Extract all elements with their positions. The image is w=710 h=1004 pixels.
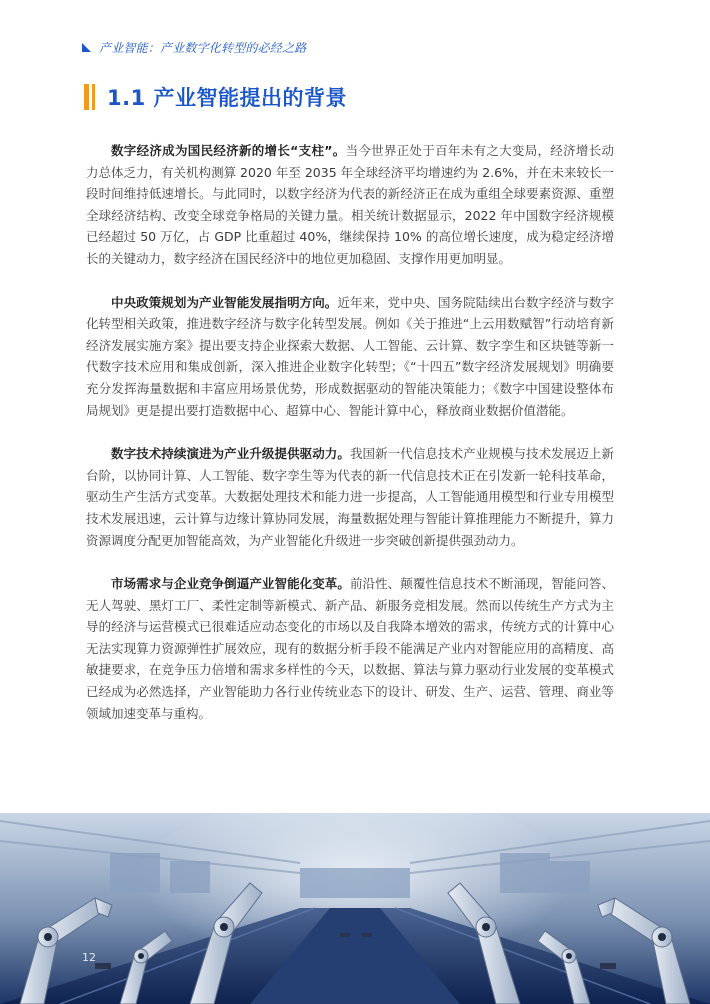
paragraph-lead: 中央政策规划为产业智能发展指明方向。 — [111, 294, 338, 310]
paragraph-lead: 数字经济成为国民经济新的增长“支柱”。 — [111, 143, 346, 158]
paragraph-market — [86, 573, 614, 724]
paragraph-body: 我国新一代信息技术产业规模与技术发展迈上新台阶，以协同计算、人工智能、数字孪生等为代表的新一代信息技术正在引发新一轮科技革命，驱动生产生活方式变革。大数据处理技术和能力进一步提高，人工智能通用模型和行业专用模型技术发展迅速，云计算与边缘计算协同发展，海量数据处理与智能计算推理能力不断提升，算力资源调度分配更加智能高效，为产业智能化升级进一步突破创新提供强劲动力。 — [86, 446, 614, 548]
running-header — [82, 37, 306, 57]
paragraph-lead: 市场需求与企业竞争倒逼产业智能化变革。 — [111, 576, 350, 592]
paragraph-body: 当今世界正处于百年未有之大变局，经济增长动力总体乏力，有关机构测算 2020 年至 2035 年全球经济平均增速约为 2.6%，并在未来较长一段时间维持低速增长。与此同时，以数字经济为代表的新经济正在成为重组全球要素资源、重塑全球经济结构、改变全球竞争格局的关键力量。相关统计数据显示，2022 年中国数字经济规模已经超过 50 万亿，占 GDP 比重超过 40%，继续保持 10% 的高位增长速度，成为稳定经济增长的关键动力，数字经济在国民经济中的地位更加稳固、支撑作用更加明显。 — [86, 143, 614, 266]
paragraph-digital-economy — [86, 140, 614, 270]
triangle-marker-icon — [82, 43, 91, 52]
section-heading — [84, 82, 347, 112]
orange-bars-icon — [84, 84, 95, 110]
section-title: 1.1 产业智能提出的背景 — [107, 86, 348, 110]
body-text — [86, 140, 614, 746]
page-number: 12 — [82, 951, 96, 964]
paragraph-body: 近年来，党中央、国务院陆续出台数字经济与数字化转型相关政策，推进数字经济与数字化转型发展。例如《关于推进“上云用数赋智”行动培育新经济发展实施方案》提出要支持企业探索大数据、人工智能、云计算、数字孪生和区块链等新一代数字技术应用和集成创新，深入推进企业数字化转型；《“十四五”数字经济发展规划》明确要充分发挥海量数据和丰富应用场景优势，形成数据驱动的智能决策能力；《数字中国建设整体布局规划》更是提出要打造数据中心、超算中心、智能计算中心，释放商业数据价值潜能。 — [86, 294, 614, 418]
paragraph-policy — [86, 292, 614, 422]
factory-robots-image — [0, 813, 710, 1004]
paragraph-technology — [86, 443, 614, 551]
paragraph-body: 前沿性、颠覆性信息技术不断涌现，智能问答、无人驾驶、黑灯工厂、柔性定制等新模式、新产品、新服务竞相发展。然而以传统生产方式为主导的经济与运营模式已很难适应动态变化的市场以及自我降本增效的需求，传统方式的计算中心无法实现算力资源弹性扩展效应，现有的数据分析手段不能满足产业内对智能应用的高精度、高敏捷要求，在竞争压力倍增和需求多样性的今天，以数据、算法与算力驱动行业发展的变革模式已经成为必然选择，产业智能助力各行业传统业态下的设计、研发、生产、运营、管理、商业等领域加速变革与重构。 — [86, 576, 614, 721]
running-title: 产业智能：产业数字化转型的必经之路 — [99, 40, 307, 55]
paragraph-lead: 数字技术持续演进为产业升级提供驱动力。 — [111, 446, 350, 462]
